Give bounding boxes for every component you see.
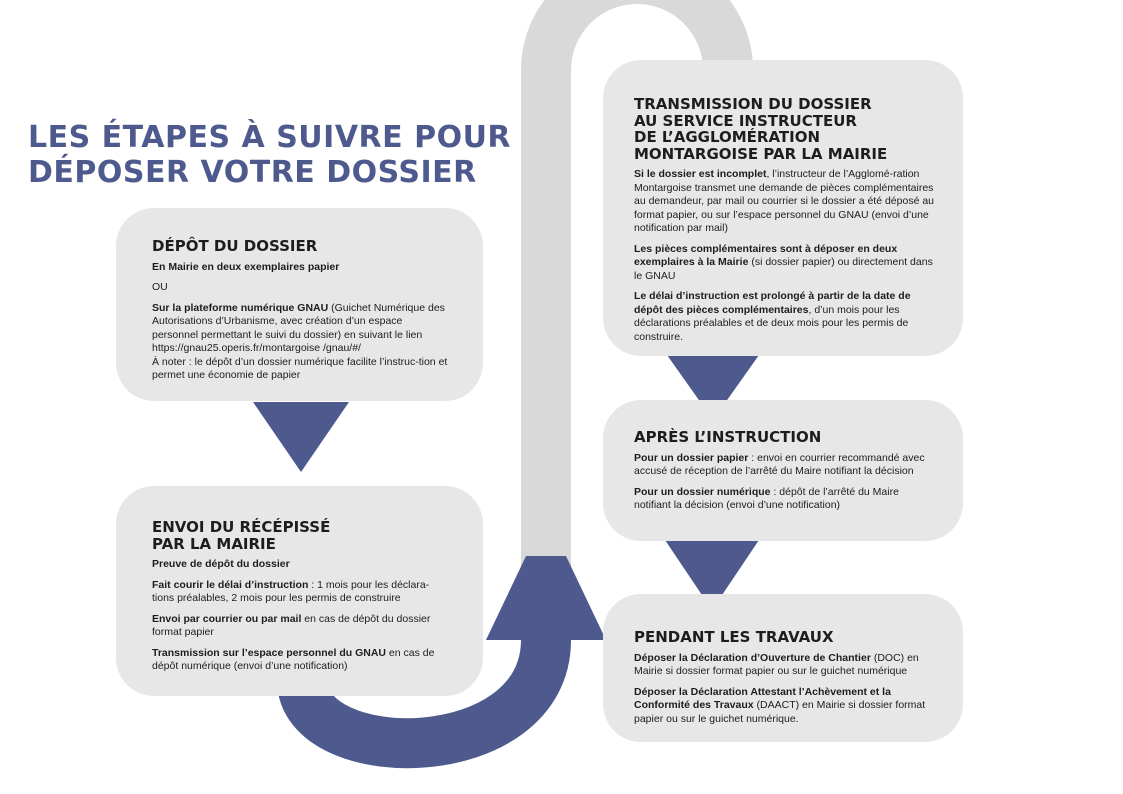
step-transmission-dossier (603, 60, 963, 356)
step-envoi-recepisse (116, 486, 483, 696)
step-platform-text: Sur la plateforme numérique GNAU (Guichet Numérique des Autorisations d’Urbanisme, avec création d’un espace personnel permettant le suivi du dossier) en suivant le lien https://gnau25.operis.fr/montargoise /gnau/#/ (152, 301, 445, 354)
step-heading: APRÈS L’INSTRUCTION (634, 428, 822, 446)
step-heading: DÉPÔT DU DOSSIER (152, 237, 318, 255)
step-heading: PENDANT LES TRAVAUX (634, 628, 834, 646)
step-heading: TRANSMISSION DU DOSSIER AU SERVICE INSTRUCTEUR DE L’AGGLOMÉRATION MONTARGOISE PAR LA MAIRIE (634, 95, 888, 163)
step-daact-text: Déposer la Déclaration Attestant l’Achèvement et la Conformité des Travaux (DAACT) en Mairie si dossier format papier ou sur le guichet numérique. (634, 685, 926, 725)
step-mail-text: Envoi par courrier ou par mail en cas de dépôt du dossier format papier (152, 612, 431, 638)
step-pendant-travaux (603, 594, 963, 742)
step-papier-text: Pour un dossier papier : envoi en courrier recommandé avec accusé de réception de l’arrêté du Maire notifiant la décision (634, 451, 925, 477)
step-pieces-text: Les pièces complémentaires sont à déposer en deux exemplaires à la Mairie (si dossier papier) ou directement dans le GNAU (634, 242, 933, 282)
step-delay-text: Fait courir le délai d’instruction : 1 mois pour les déclara-tions préalables, 2 mois pour les permis de construire (152, 578, 430, 604)
page-title (28, 120, 511, 190)
flow-arrowhead-tip (486, 556, 606, 640)
step-subtitle: En Mairie en deux exemplaires papier (152, 260, 340, 273)
step-doc-text: Déposer la Déclaration d’Ouverture de Chantier (DOC) en Mairie si dossier format papier ou sur le guichet numérique (634, 651, 919, 677)
step-numerique-text: Pour un dossier numérique : dépôt de l’arrêté du Maire notifiant la décision (envoi d’une notification) (634, 485, 899, 511)
page-title-line-1: LES ÉTAPES À SUIVRE POUR (28, 120, 512, 155)
step-heading: ENVOI DU RÉCÉPISSÉ PAR LA MAIRIE (152, 518, 331, 553)
step-depot-dossier (116, 208, 483, 401)
step-subtitle: Preuve de dépôt du dossier (152, 558, 290, 570)
step-note: À noter : le dépôt d’un dossier numérique facilite l’instruc-tion et permet une économie de papier (152, 355, 448, 381)
step-ou: OU (152, 281, 168, 293)
arrow-down-1 (253, 402, 349, 472)
step-delai-text: Le délai d’instruction est prolongé à partir de la date de dépôt des pièces complémentaires, d’un mois pour les déclarations préalables et de deux mois pour les permis de construire. (634, 290, 911, 343)
step-incomplete-text: Si le dossier est incomplet, l’instructeur de l’Agglomé-ration Montargoise transmet une demande de pièces complémentaires au demandeur, par mail ou courrier si le dossier a été déposé au format papier, ou sur l’espace personnel du GNAU (envoi d’une notification par mail) (634, 168, 935, 234)
step-gnau-text: Transmission sur l’espace personnel du GNAU en cas de dépôt numérique (envoi d’une notification) (152, 646, 435, 672)
step-apres-instruction (603, 400, 963, 541)
page-title-line-2: DÉPOSER VOTRE DOSSIER (28, 155, 477, 190)
